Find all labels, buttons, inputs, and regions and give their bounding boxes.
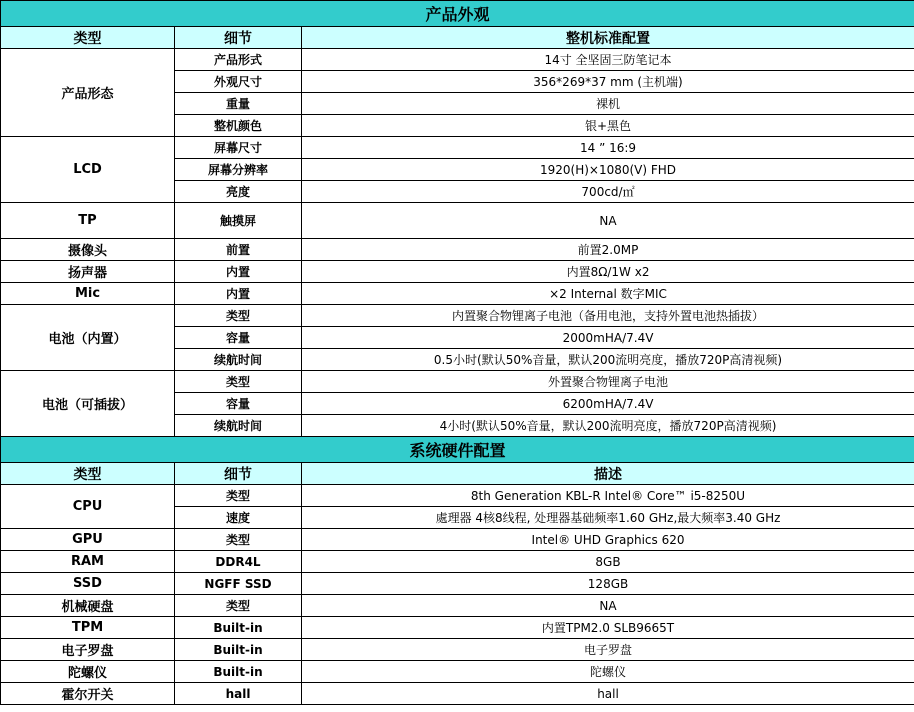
value-cell: 4小时(默认50%音量，默认200流明亮度，播放720P高清视频) xyxy=(302,415,914,437)
table-row xyxy=(1,49,914,71)
detail-cell: 容量 xyxy=(175,393,302,415)
detail-cell: 外观尺寸 xyxy=(175,71,302,93)
detail-header: 细节 xyxy=(175,27,302,49)
value-cell: 内置8Ω/1W x2 xyxy=(302,261,914,283)
category-cell: 机械硬盘 xyxy=(1,595,175,617)
detail-cell: 重量 xyxy=(175,93,302,115)
detail-cell: 类型 xyxy=(175,305,302,327)
value-cell: 8th Generation KBL-R Intel® Core™ i5-8250U xyxy=(302,485,914,507)
value-cell: 處理器 4核8线程, 处理器基础频率1.60 GHz,最大频率3.40 GHz xyxy=(302,507,914,529)
category-cell: 扬声器 xyxy=(1,261,175,283)
category-cell: 电池（内置） xyxy=(1,305,175,371)
table-row xyxy=(1,485,914,507)
detail-cell: 内置 xyxy=(175,283,302,305)
category-cell: 电子罗盘 xyxy=(1,639,175,661)
category-cell: 电池（可插拔） xyxy=(1,371,175,437)
category-cell: 霍尔开关 xyxy=(1,683,175,705)
detail-cell: 触摸屏 xyxy=(175,203,302,239)
detail-cell: 容量 xyxy=(175,327,302,349)
detail-cell: Built-in xyxy=(175,617,302,639)
value-cell: 2000mHA/7.4V xyxy=(302,327,914,349)
category-cell: TP xyxy=(1,203,175,239)
value-cell: 356*269*37 mm (主机端) xyxy=(302,71,914,93)
category-cell: RAM xyxy=(1,551,175,573)
detail-cell: Built-in xyxy=(175,639,302,661)
detail-cell: 类型 xyxy=(175,371,302,393)
header-row xyxy=(1,463,914,485)
section-title: 系统硬件配置 xyxy=(1,437,914,463)
detail-header: 细节 xyxy=(175,463,302,485)
table-row xyxy=(1,595,914,617)
type-header: 类型 xyxy=(1,463,175,485)
spec-table-body xyxy=(1,1,914,705)
table-row xyxy=(1,573,914,595)
table-row xyxy=(1,239,914,261)
value-cell: hall xyxy=(302,683,914,705)
section-title-row xyxy=(1,1,914,27)
detail-cell: DDR4L xyxy=(175,551,302,573)
category-cell: 产品形态 xyxy=(1,49,175,137)
value-cell: 14寸 全坚固三防笔记本 xyxy=(302,49,914,71)
value-cell: 银+黑色 xyxy=(302,115,914,137)
value-cell: 14 ” 16:9 xyxy=(302,137,914,159)
value-cell: 陀螺仪 xyxy=(302,661,914,683)
table-row xyxy=(1,283,914,305)
value-cell: 1920(H)×1080(V) FHD xyxy=(302,159,914,181)
category-cell: Mic xyxy=(1,283,175,305)
value-cell: 8GB xyxy=(302,551,914,573)
table-row xyxy=(1,639,914,661)
category-cell: CPU xyxy=(1,485,175,529)
detail-cell: 屏幕尺寸 xyxy=(175,137,302,159)
value-cell: NA xyxy=(302,595,914,617)
detail-cell: 前置 xyxy=(175,239,302,261)
value-cell: 128GB xyxy=(302,573,914,595)
value-header: 描述 xyxy=(302,463,914,485)
category-cell: 摄像头 xyxy=(1,239,175,261)
detail-cell: 屏幕分辨率 xyxy=(175,159,302,181)
detail-cell: 产品形式 xyxy=(175,49,302,71)
value-cell: ×2 Internal 数字MIC xyxy=(302,283,914,305)
section-title: 产品外观 xyxy=(1,1,914,27)
detail-cell: 整机颜色 xyxy=(175,115,302,137)
detail-cell: 续航时间 xyxy=(175,415,302,437)
table-row xyxy=(1,551,914,573)
value-cell: 裸机 xyxy=(302,93,914,115)
detail-cell: NGFF SSD xyxy=(175,573,302,595)
category-cell: LCD xyxy=(1,137,175,203)
detail-cell: 类型 xyxy=(175,529,302,551)
detail-cell: hall xyxy=(175,683,302,705)
type-header: 类型 xyxy=(1,27,175,49)
value-cell: 6200mHA/7.4V xyxy=(302,393,914,415)
table-row xyxy=(1,261,914,283)
value-cell: 内置TPM2.0 SLB9665T xyxy=(302,617,914,639)
detail-cell: 速度 xyxy=(175,507,302,529)
category-cell: 陀螺仪 xyxy=(1,661,175,683)
detail-cell: 内置 xyxy=(175,261,302,283)
value-cell: 电子罗盘 xyxy=(302,639,914,661)
header-row xyxy=(1,27,914,49)
table-row xyxy=(1,203,914,239)
category-cell: GPU xyxy=(1,529,175,551)
table-row xyxy=(1,137,914,159)
value-cell: Intel® UHD Graphics 620 xyxy=(302,529,914,551)
value-header: 整机标准配置 xyxy=(302,27,914,49)
detail-cell: 亮度 xyxy=(175,181,302,203)
table-row xyxy=(1,617,914,639)
category-cell: SSD xyxy=(1,573,175,595)
value-cell: 外置聚合物锂离子电池 xyxy=(302,371,914,393)
detail-cell: Built-in xyxy=(175,661,302,683)
value-cell: NA xyxy=(302,203,914,239)
detail-cell: 类型 xyxy=(175,485,302,507)
table-row xyxy=(1,305,914,327)
table-row xyxy=(1,529,914,551)
value-cell: 0.5小时(默认50%音量，默认200流明亮度，播放720P高清视频) xyxy=(302,349,914,371)
table-row xyxy=(1,683,914,705)
value-cell: 700cd/㎡ xyxy=(302,181,914,203)
table-row xyxy=(1,661,914,683)
detail-cell: 类型 xyxy=(175,595,302,617)
value-cell: 内置聚合物锂离子电池（备用电池，支持外置电池热插拔） xyxy=(302,305,914,327)
table-row xyxy=(1,371,914,393)
section-title-row xyxy=(1,437,914,463)
value-cell: 前置2.0MP xyxy=(302,239,914,261)
category-cell: TPM xyxy=(1,617,175,639)
detail-cell: 续航时间 xyxy=(175,349,302,371)
